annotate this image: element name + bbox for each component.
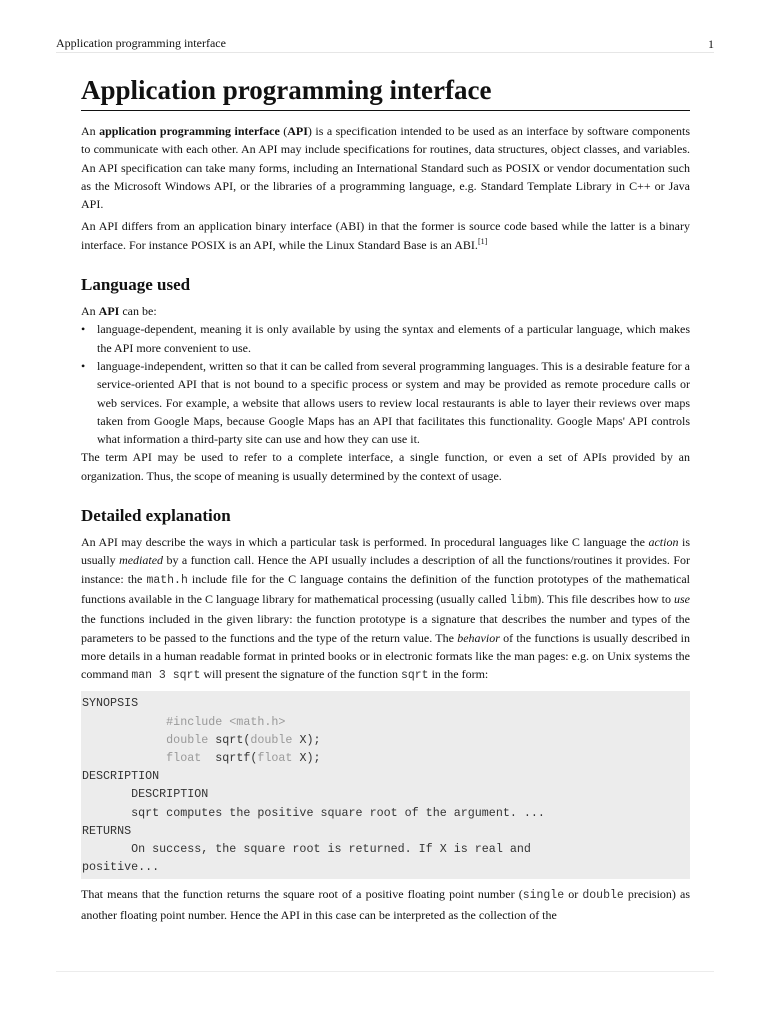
inline-code: man 3 sqrt (131, 669, 201, 683)
language-list (81, 320, 690, 448)
article-body (81, 72, 690, 924)
running-header (56, 36, 714, 53)
section-heading-detailed-explanation: Detailed explanation (81, 506, 231, 526)
article-title: Application programming interface (81, 72, 690, 111)
citation-link[interactable]: [1] (477, 236, 488, 246)
list-item: • language-independent, written so that it can be called from several programming languages. This is a desirable feature for a service-oriented API that is not bound to a specific process or system and may be provided as remote procedure calls or web services. For example, a website that allows users to review local restaurants is able to layer their reviews over maps taken from Google Maps, because Google Maps has an API that facilitates this functionality. Google Maps' API controls what information a third-party site can use and how they can use it. (97, 357, 690, 448)
intro-paragraph-2: An API differs from an application binary interface (ABI) in that the former is source code based while the latter is a binary interface. For instance POSIX is an API, while the Linux Standard Base is an ABI.[1] (81, 219, 690, 252)
intro-paragraph-1: An application programming interface (API) is a specification intended to be used as an interface by software components to communicate with each other. An API may include specifications for routines, data structures, object classes, and variables. An API specification can take many forms, including an International Standard such as POSIX or vendor documentation such as the Microsoft Windows API, or the libraries of a programming language, e.g. Standard Template Library in C++ or Java API. (81, 124, 691, 212)
after-code-paragraph: That means that the function returns the square root of a positive floating point number (single or double precision) as another floating point number. Hence the API in this case can be interpreted as the collection of the (81, 887, 691, 922)
detailed-paragraph: An API may describe the ways in which a particular task is performed. In procedural languages like C language the action is usually mediated by a function call. Hence the API usually includes a description of all the functions/routines it provides. For instance: the math.h include file for the C language contains the definition of the function prototypes of the mathematical functions available in the C language library for mathematical processing (usually called libm). This file describes how to use the functions included in the given library: the function prototype is a signature that describes the number and types of the parameters to be passed to the functions and the type of the return value. The behavior of the functions is usually described in more details in a human readable format in printed books or in electronic formats like the man pages: e.g. on Unix systems the command man 3 sqrt will present the signature of the function sqrt in the form: (81, 535, 691, 683)
language-lead: An API can be: (81, 304, 157, 319)
code-block: SYNOPSIS #include <math.h> double sqrt(double X); float sqrtf(float X); DESCRIPTION DESCRIPTION sqrt computes the positive square root of the argument. ... RETURNS On success, the square root is returned. If X is real and positive... (81, 691, 690, 879)
page-number: 1 (708, 37, 714, 51)
inline-code: sqrt (400, 669, 429, 683)
abbr-bold: API (287, 124, 308, 138)
language-closing-paragraph: The term API may be used to refer to a complete interface, a single function, or even a set of APIs provided by an organization. Thus, the scope of meaning is usually determined by the context of usage. (81, 450, 690, 483)
list-item: • language-dependent, meaning it is only available by using the syntax and elements of a particular language, which makes the API more convenient to use. (97, 320, 690, 357)
term-bold: application programming interface (99, 124, 280, 138)
inline-code: double (582, 889, 624, 903)
footer-divider (56, 971, 714, 972)
running-header-title: Application programming interface (56, 36, 226, 50)
section-heading-language-used: Language used (81, 275, 191, 295)
inline-code: libm (509, 593, 538, 607)
inline-code: single (522, 889, 565, 903)
inline-code: math.h (146, 573, 188, 587)
